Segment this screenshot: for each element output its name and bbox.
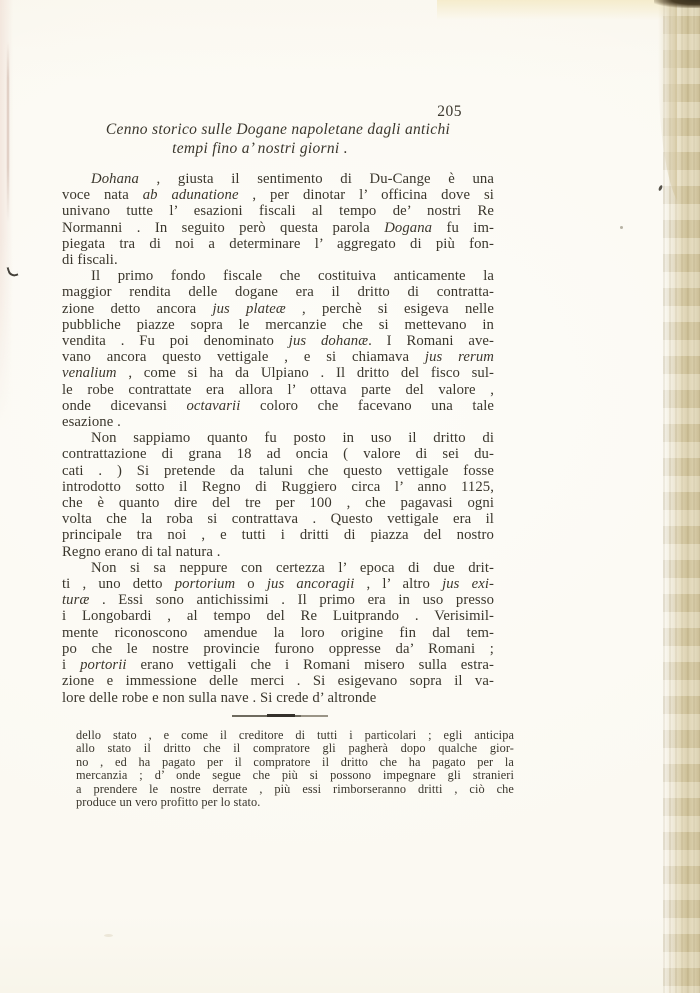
text-line: vendita . Fu poi denominato jus dohanæ. I Romani ave- (62, 333, 495, 350)
page-number: 205 (437, 103, 462, 120)
text-line: principale tra noi , e tutti i dritti di piazza del nostro (62, 527, 494, 544)
text-line: di fiscali. (62, 252, 118, 269)
corner-stain (654, 0, 700, 8)
text-line: zione detto ancora jus plateæ , perchè si esigeva nelle (62, 300, 494, 317)
paragraph-2 (62, 268, 494, 430)
paragraph-1 (62, 171, 494, 268)
body-text (62, 171, 494, 706)
text-line: le robe contrattate era allora l’ ottava parte del valore , (62, 381, 494, 398)
chapter-title-line1: Cenno storico sulle Dogane napoletane dagli antichi (105, 121, 451, 138)
paper-speck (104, 934, 113, 937)
page-curl-shadow (437, 0, 672, 20)
text-line: volta che la roba si contrattava . Questo vettigale era il (62, 511, 494, 528)
page-crease (7, 42, 9, 222)
text-line: a prendere le nostre derrate , più essi rimborseranno dritti , ciò che (76, 781, 514, 796)
text-line: turæ . Essi sono antichissimi . Il primo era in uso presso (62, 592, 495, 609)
text-line: produce un vero profitto per lo stato. (76, 795, 261, 810)
text-line: Non si sa neppure con certezza l’ epoca di due drit- (91, 559, 494, 576)
text-line: po che le nostre provincie furono oppresse da’ Romani ; (62, 640, 494, 657)
text-line: Non sappiamo quanto fu posto in uso il dritto di (91, 430, 494, 447)
text-line: piegata tra di noi a determinare l’ aggregato di più fon- (62, 235, 494, 252)
text-line: univano tutte l’ esazioni fiscali al tempo de’ nostri Re (62, 203, 494, 220)
text-line: cati . ) Si pretende da taluni che questo vettigale fosse (62, 462, 494, 479)
text-line: introdotto sotto il Regno di Ruggiero circa l’ anno 1125, (62, 478, 494, 495)
text-line: contrattazione di grana 18 ad oncia ( valore di sei du- (62, 446, 494, 463)
text-line: i portorii erano vettigali che i Romani misero sulla estra- (62, 657, 495, 674)
text-line: Dohana , giusta il sentimento di Du-Cange è una (91, 171, 494, 187)
paragraph-4 (62, 560, 494, 706)
text-line: mercanzia ; d’ onde segue che più si possono impegnare gli stranieri (76, 768, 514, 783)
text-line: zione e immessione delle merci . Si esigevano sopra il va- (62, 673, 494, 690)
text-line: maggior rendita delle dogane era il dritto di contratta- (62, 284, 494, 301)
text-line: voce nata ab adunatione , per dinotar l’ officina dove si (62, 187, 494, 204)
text-line: pubbliche piazze sopra le mercanzie che si mettevano in (62, 316, 494, 333)
text-line: mente riconoscono amendue la loro origine fin dal tem- (62, 624, 494, 641)
text-line: esazione . (62, 414, 121, 431)
text-line: Regno erano di tal natura . (62, 543, 221, 560)
text-line: venalium , come si ha da Ulpiano . Il dritto del fisco sul- (62, 365, 494, 382)
footnote-divider (232, 715, 328, 717)
paragraph-3 (62, 430, 494, 560)
text-line: allo stato il dritto che il compratore gli pagherà dopo qualche gior- (76, 741, 514, 756)
text-line: che è quanto dire del tre per 100 , che pagavasi ogni (62, 495, 494, 512)
text-line: onde dicevansi octavarii coloro che facevano una tale (62, 397, 494, 414)
text-line: Normanni . In seguito però questa parola Dogana fu im- (62, 219, 494, 236)
text-line: lore delle robe e non sulla nave . Si crede d’ altronde (62, 689, 377, 706)
text-line: dello stato , e come il creditore di tutti i particolari ; egli anticipa (76, 728, 514, 742)
text-line: no , ed ha pagato per il compratore il dritto che ha pagato per la (76, 754, 514, 769)
footnote (76, 729, 514, 810)
text-line: vano ancora questo vettigale , e si chiamava jus rerum (62, 349, 494, 366)
text-line: i Longobardi , al tempo del Re Luitprando . Verisimil- (62, 608, 494, 625)
text-line: ti , uno detto portorium o jus ancoragii , l’ altro jus exi- (62, 576, 495, 593)
chapter-title-line2: tempi fino a’ nostri giorni . (172, 140, 348, 157)
chapter-title (62, 120, 494, 158)
text-line: Il primo fondo fiscale che costituiva anticamente la (91, 268, 494, 285)
paper-speck (620, 226, 623, 229)
